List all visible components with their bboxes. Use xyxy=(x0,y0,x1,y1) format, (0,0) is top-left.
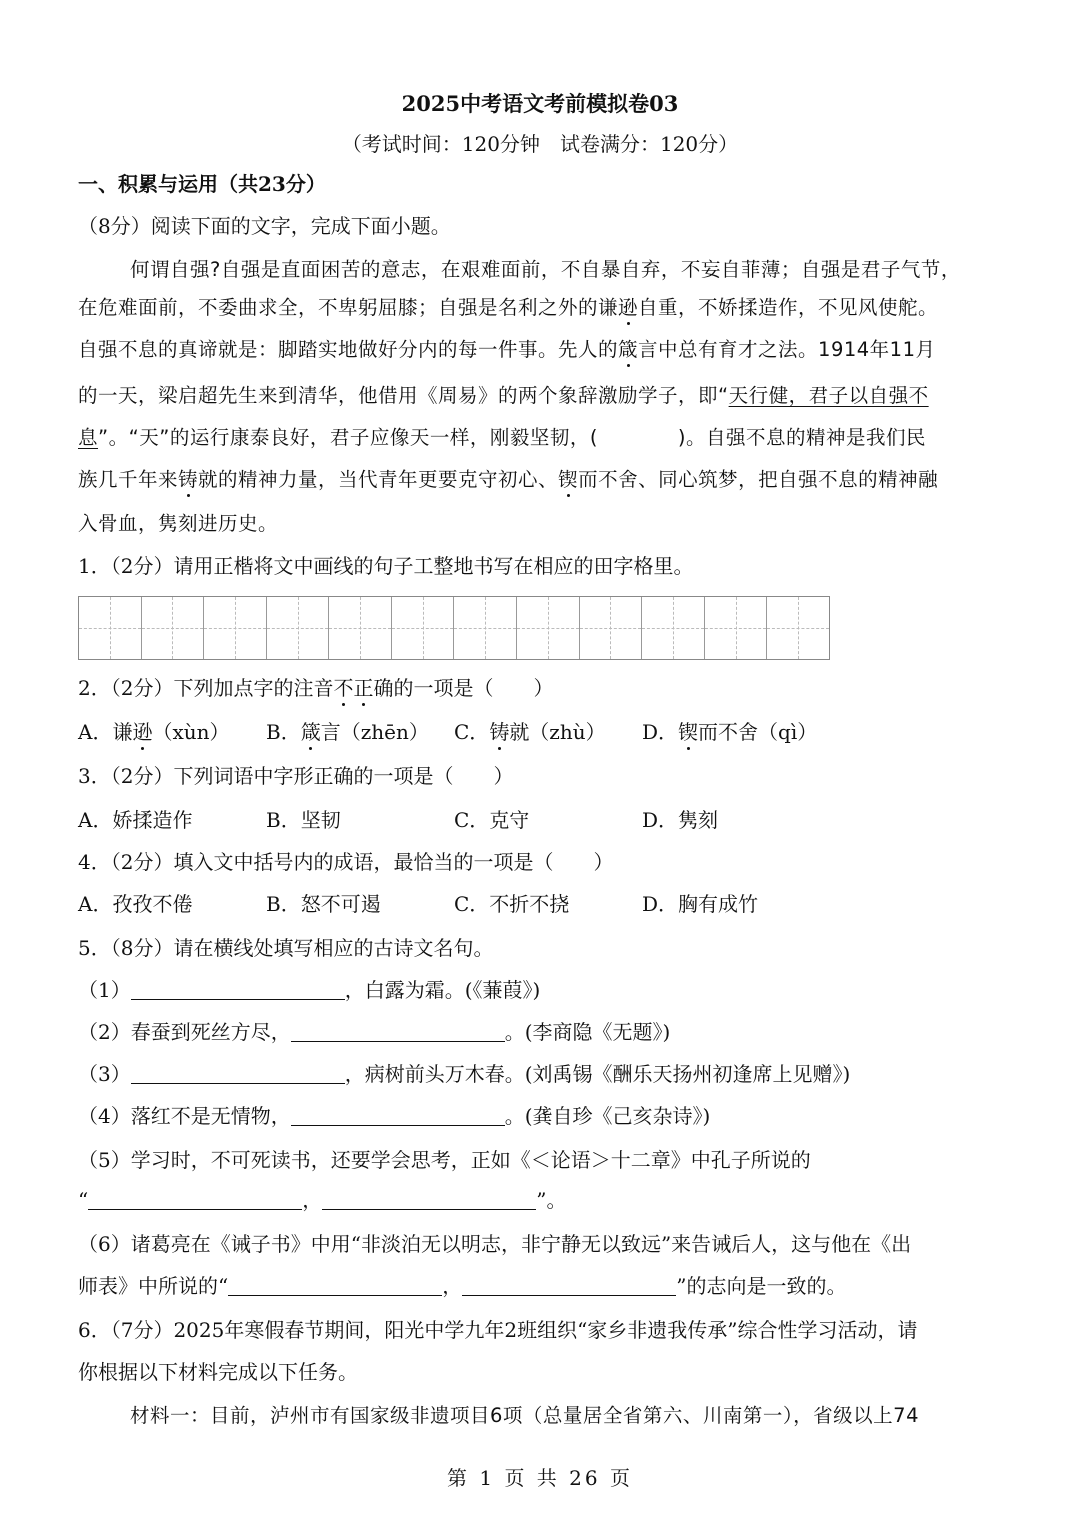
section-heading: 一、积累与运用（共23分） xyxy=(78,172,326,196)
page-title: 2025中考语文考前模拟卷03 xyxy=(401,91,679,116)
option-b[interactable]: B．坚韧 xyxy=(266,808,341,832)
option-c[interactable]: C．铸就（zhù） xyxy=(454,720,606,744)
dotted-char: 铸 xyxy=(178,468,199,491)
q5-item-1: （1） ，白露为霜。(《蒹葭》) xyxy=(78,978,541,1002)
dotted-char: 锲 xyxy=(558,468,579,491)
option-d[interactable]: D．胸有成竹 xyxy=(642,892,759,916)
question-6: 6．（7分）2025年寒假春节期间，阳光中学九年2班组织“家乡非遗我传承”综合性学习活动，请 xyxy=(78,1318,918,1342)
exam-info: （考试时间：120分钟 试卷满分：120分） xyxy=(341,132,739,156)
q5-item-4: （4）落红不是无情物， 。(龚自珍《己亥杂诗》) xyxy=(78,1104,711,1128)
question-2: 2．（2分）下列加点字的注音不正确的一项是（ ） xyxy=(78,676,554,700)
option-c[interactable]: C．不折不挠 xyxy=(454,892,570,916)
answer-blank[interactable] xyxy=(131,979,345,1000)
passage-line: 的一天，梁启超先生来到清华，他借用《周易》的两个象辞激励学子，即“天行健，君子以自强不 xyxy=(78,384,929,407)
passage-line: 在危难面前，不委曲求全，不卑躬屈膝；自强是名利之外的谦逊自重，不娇揉造作，不见风使舵。 xyxy=(78,296,939,319)
passage-line: 自强不息的真谛就是：脚踏实地做好分内的每一件事。先人的箴言中总有育才之法。1914年11月 xyxy=(78,338,936,361)
option-a[interactable]: A．孜孜不倦 xyxy=(78,892,193,916)
question-4: 4．（2分）填入文中括号内的成语，最恰当的一项是（ ） xyxy=(78,850,614,874)
q5-item-5: （5）学习时，不可死读书，还要学会思考，正如《＜论语＞十二章》中孔子所说的 xyxy=(78,1148,811,1172)
option-b[interactable]: B．箴言（zhēn） xyxy=(266,720,429,744)
question-3: 3．（2分）下列词语中字形正确的一项是（ ） xyxy=(78,764,514,788)
option-d[interactable]: D．锲而不舍（qì） xyxy=(642,720,818,744)
option-b[interactable]: B．怒不可遏 xyxy=(266,892,381,916)
passage-line: 入骨血，隽刻进历史。 xyxy=(78,512,279,535)
answer-blank[interactable] xyxy=(322,1189,536,1210)
option-d[interactable]: D．隽刻 xyxy=(642,808,719,832)
answer-blank[interactable] xyxy=(291,1105,505,1126)
page-footer: 第 1 页 共 26 页 xyxy=(447,1466,633,1490)
option-c[interactable]: C．克守 xyxy=(454,808,530,832)
q5-item-6-answer: 师表》中所说的“ ， ”的志向是一致的。 xyxy=(78,1274,847,1298)
option-a[interactable]: A．娇揉造作 xyxy=(78,808,193,832)
q5-item-5-answer: “ ， ”。 xyxy=(78,1188,567,1212)
passage-intro: （8分）阅读下面的文字，完成下面小题。 xyxy=(78,214,451,238)
dotted-char: 逊 xyxy=(618,296,639,319)
answer-blank[interactable] xyxy=(291,1021,505,1042)
question-5: 5．（8分）请在横线处填写相应的古诗文名句。 xyxy=(78,936,494,960)
question-1: 1．（2分）请用正楷将文中画线的句子工整地书写在相应的田字格里。 xyxy=(78,554,694,578)
tianzige-grid[interactable] xyxy=(78,596,830,660)
passage-line: 息”。“天”的运行康泰良好，君子应像天一样，刚毅坚韧，( )。自强不息的精神是我们民 xyxy=(78,426,927,449)
passage-line: 族几千年来铸就的精神力量，当代青年更要克守初心、锲而不舍、同心筑梦，把自强不息的精神融 xyxy=(78,468,939,491)
q5-item-3: （3） ，病树前头万木春。(刘禹锡《酬乐天扬州初逢席上见赠》) xyxy=(78,1062,851,1086)
underlined-sentence: 息 xyxy=(78,426,99,449)
material-1: 材料一：目前，泸州市有国家级非遗项目6项（总量居全省第六、川南第一），省级以上74 xyxy=(130,1404,919,1427)
answer-blank[interactable] xyxy=(228,1275,442,1296)
option-a[interactable]: A．谦逊（xùn） xyxy=(78,720,230,744)
dotted-char: 箴 xyxy=(618,338,639,361)
answer-blank[interactable] xyxy=(462,1275,676,1296)
answer-blank[interactable] xyxy=(88,1189,302,1210)
q5-item-6: （6）诸葛亮在《诫子书》中用“非淡泊无以明志，非宁静无以致远”来告诫后人，这与他在《出 xyxy=(78,1232,912,1256)
passage-line: 何谓自强?自强是直面困苦的意志，在艰难面前，不自暴自弃，不妄自菲薄；自强是君子气节， xyxy=(130,258,961,281)
q5-item-2: （2）春蚕到死丝方尽， 。(李商隐《无题》) xyxy=(78,1020,671,1044)
answer-blank[interactable] xyxy=(131,1063,345,1084)
question-6-cont: 你根据以下材料完成以下任务。 xyxy=(78,1360,358,1384)
underlined-sentence: 天行健，君子以自强不 xyxy=(728,384,929,407)
